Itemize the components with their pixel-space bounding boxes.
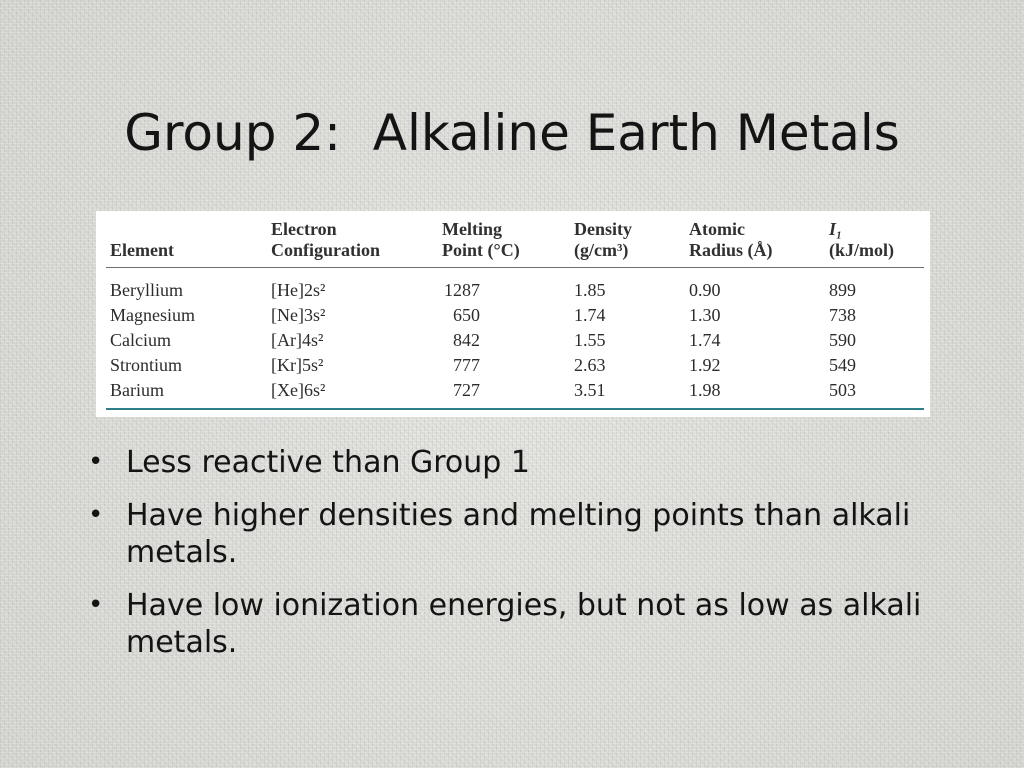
bullet-dot-icon: •	[88, 590, 104, 620]
header-configuration: Electron Configuration	[271, 219, 381, 260]
header-ionization-energy: I₁ (kJ/mol)	[829, 219, 894, 260]
table-cell-ionization-energy: 899	[829, 280, 856, 300]
table-cell-melting-point: 842	[453, 330, 480, 350]
header-element: Element	[110, 240, 174, 260]
table-cell-atomic-radius: 1.74	[689, 330, 721, 350]
table-cell-element: Magnesium	[110, 305, 195, 325]
table-cell-element: Barium	[110, 380, 164, 400]
table-cell-ionization-energy: 503	[829, 380, 856, 400]
bullet-text: Less reactive than Group 1	[126, 445, 530, 480]
header-atomic-radius: Atomic Radius (Å)	[689, 219, 773, 260]
table-cell-density: 3.51	[574, 380, 606, 400]
bullet-item	[88, 497, 948, 571]
table-cell-atomic-radius: 1.98	[689, 380, 721, 400]
bullet-text: Have low ionization energies, but not as low as alkali metals.	[126, 588, 922, 660]
table-cell-density: 1.74	[574, 305, 606, 325]
table-cell-atomic-radius: 1.30	[689, 305, 721, 325]
bullet-dot-icon: •	[88, 447, 104, 477]
table-cell-element: Calcium	[110, 330, 171, 350]
table-bottom-rule	[106, 408, 924, 410]
table-cell-element: Strontium	[110, 355, 183, 375]
table-cell-ionization-energy: 590	[829, 330, 856, 350]
table-cell-density: 1.85	[574, 280, 606, 300]
table-cell-melting-point: 650	[453, 305, 480, 325]
header-rule	[106, 267, 924, 268]
table-cell-density: 2.63	[574, 355, 606, 375]
table-cell-ionization-energy: 549	[829, 355, 856, 375]
slide-title: Group 2: Alkaline Earth Metals	[124, 104, 900, 162]
table-cell-configuration: [He]2s²	[271, 280, 326, 300]
table-cell-configuration: [Ar]4s²	[271, 330, 324, 350]
properties-table	[96, 211, 930, 417]
table-cell-configuration: [Xe]6s²	[271, 380, 326, 400]
bullet-dot-icon: •	[88, 500, 104, 530]
table-cell-atomic-radius: 0.90	[689, 280, 721, 300]
bullet-text: Have higher densities and melting points than alkali metals.	[126, 498, 911, 570]
bullet-item	[88, 587, 948, 661]
table-cell-element: Beryllium	[110, 280, 183, 300]
header-density: Density (g/cm³)	[574, 219, 632, 260]
table-cell-melting-point: 777	[453, 355, 480, 375]
table-cell-ionization-energy: 738	[829, 305, 856, 325]
table-cell-configuration: [Kr]5s²	[271, 355, 324, 375]
table-cell-melting-point: 1287	[444, 280, 480, 300]
table-cell-configuration: [Ne]3s²	[271, 305, 326, 325]
bullet-list	[88, 444, 948, 677]
table-cell-density: 1.55	[574, 330, 606, 350]
table-cell-atomic-radius: 1.92	[689, 355, 721, 375]
table-cell-melting-point: 727	[453, 380, 480, 400]
header-melting-point: Melting Point (°C)	[442, 219, 520, 260]
bullet-item	[88, 444, 948, 481]
